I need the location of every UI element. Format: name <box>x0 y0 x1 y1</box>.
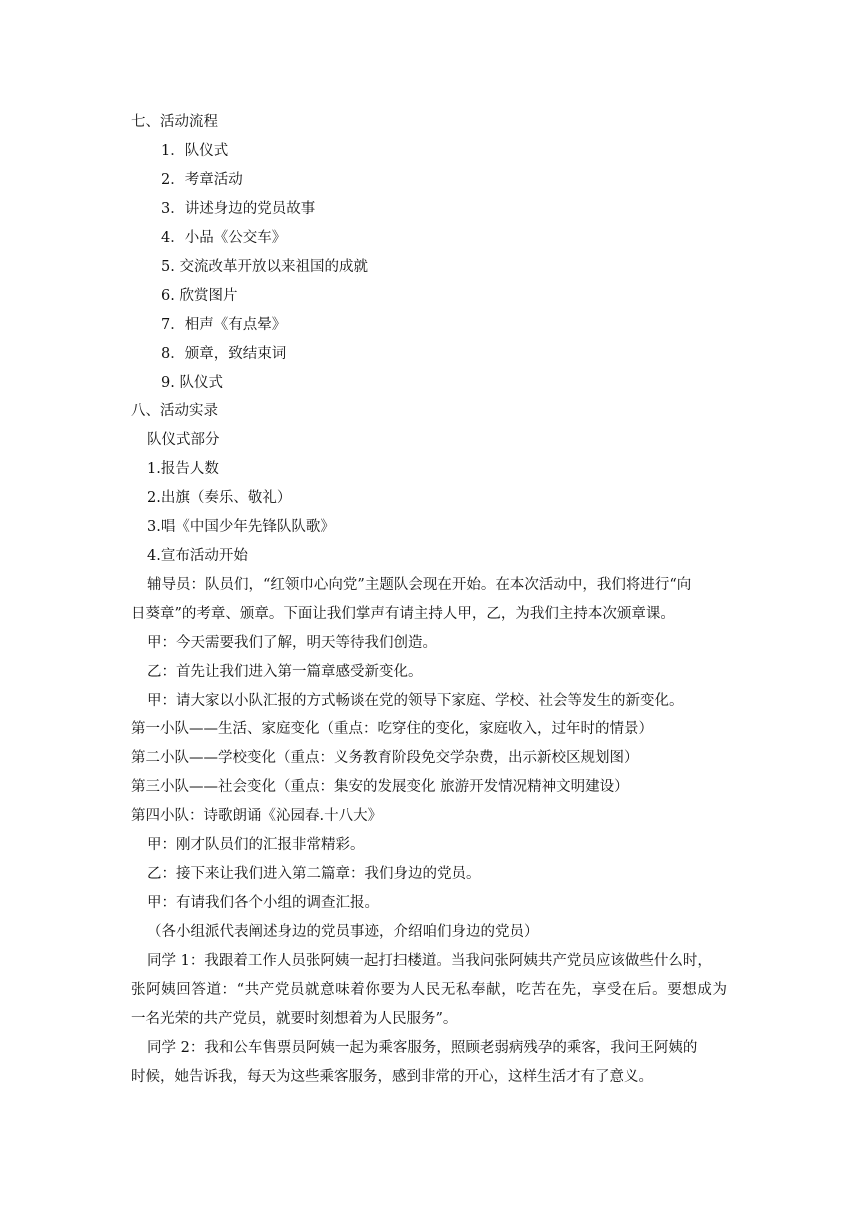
flow-item: 1．队仪式 <box>161 143 229 159</box>
flow-item: 3．讲述身边的党员故事 <box>161 201 316 217</box>
section-heading-activity-record: 八、活动实录 <box>131 403 218 419</box>
dialogue-line: 甲：有请我们各个小组的调查汇报。 <box>147 895 379 911</box>
flow-item: 4．小品《公交车》 <box>161 230 287 246</box>
squad-report: 第三小队——社会变化（重点：集安的发展变化 旅游开发情况精神文明建设） <box>131 779 629 795</box>
dialogue-line: 甲：刚才队员们的汇报非常精彩。 <box>147 837 365 853</box>
student-report-line: 同学 1：我跟着工作人员张阿姨一起打扫楼道。当我问张阿姨共产党员应该做些什么时， <box>147 953 712 969</box>
counselor-speech-line: 辅导员：队员们，“红领巾心向党”主题队会现在开始。在本次活动中，我们将进行“向 <box>147 577 692 593</box>
section-heading-activity-flow: 七、活动流程 <box>131 114 218 130</box>
subheading-ceremony: 队仪式部分 <box>147 432 220 448</box>
ceremony-step: 1.报告人数 <box>147 461 219 477</box>
stage-note: （各小组派代表阐述身边的党员事迹，介绍咱们身边的党员） <box>147 924 539 940</box>
student-report-line: 同学 2：我和公车售票员阿姨一起为乘客服务，照顾老弱病残孕的乘客，我问王阿姨的 <box>147 1040 698 1056</box>
dialogue-line: 甲：今天需要我们了解，明天等待我们创造。 <box>147 635 437 651</box>
flow-item: 2．考章活动 <box>161 172 243 188</box>
squad-report: 第四小队：诗歌朗诵《沁园春.十八大》 <box>131 808 383 824</box>
squad-report: 第二小队——学校变化（重点：义务教育阶段免交学杂费，出示新校区规划图） <box>131 750 639 766</box>
squad-report: 第一小队——生活、家庭变化（重点：吃穿住的变化，家庭收入，过年时的情景） <box>131 721 653 737</box>
flow-item: 5. 交流改革开放以来祖国的成就 <box>161 259 368 275</box>
flow-item: 8．颁章，致结束词 <box>161 346 287 362</box>
student-report-line: 张阿姨回答道：“共产党员就意味着你要为人民无私奉献，吃苦在先，享受在后。要想成为 <box>131 982 727 998</box>
dialogue-line: 甲：请大家以小队汇报的方式畅谈在党的领导下家庭、学校、社会等发生的新变化。 <box>147 693 684 709</box>
dialogue-line: 乙：首先让我们进入第一篇章感受新变化。 <box>147 664 423 680</box>
flow-item: 9. 队仪式 <box>161 375 223 391</box>
student-report-line: 一名光荣的共产党员，就要时刻想着为人民服务”。 <box>131 1011 458 1027</box>
flow-item: 6. 欣赏图片 <box>161 288 238 304</box>
flow-item: 7．相声《有点晕》 <box>161 317 287 333</box>
ceremony-step: 3.唱《中国少年先锋队队歌》 <box>147 519 335 535</box>
dialogue-line: 乙：接下来让我们进入第二篇章：我们身边的党员。 <box>147 866 481 882</box>
ceremony-step: 2.出旗（奏乐、敬礼） <box>147 490 292 506</box>
counselor-speech-line: 日葵章”的考章、颁章。下面让我们掌声有请主持人甲，乙，为我们主持本次颁章课。 <box>131 606 675 622</box>
student-report-line: 时候，她告诉我，每天为这些乘客服务，感到非常的开心，这样生活才有了意义。 <box>131 1069 653 1085</box>
ceremony-step: 4.宣布活动开始 <box>147 548 248 564</box>
